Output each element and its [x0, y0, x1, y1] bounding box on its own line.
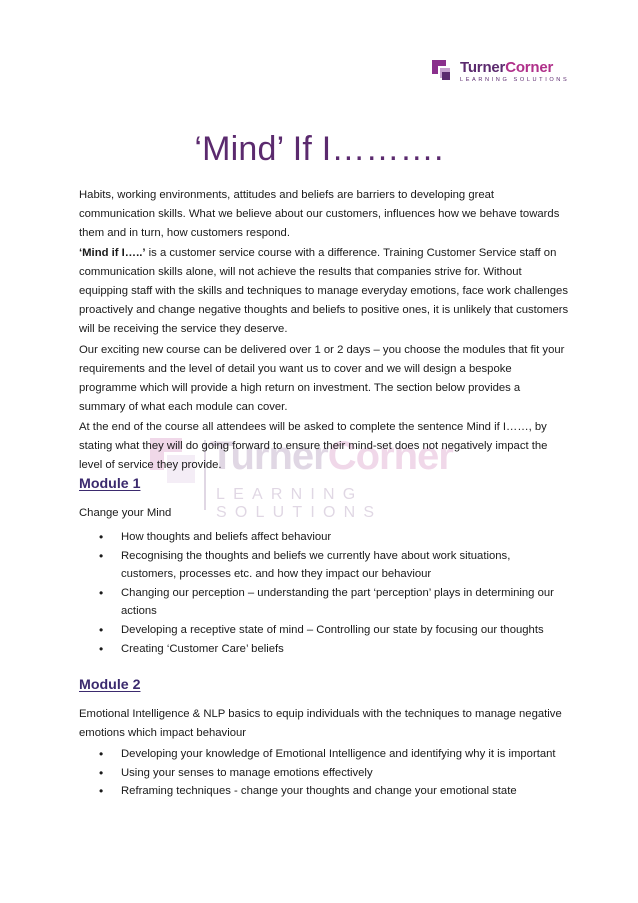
module-1-bullet-list [97, 528, 565, 658]
watermark-name: TurnerCorner [210, 434, 453, 478]
course-name-bold: ‘Mind if I…..’ [79, 247, 146, 259]
logo-name-part1: Turner [460, 59, 506, 76]
module-1-subtitle: Change your Mind [79, 507, 172, 519]
list-item: • Using your senses to manage emotions effectively [97, 764, 565, 783]
list-item: • Recognising the thoughts and beliefs we currently have about work situations, customers, processes etc. and how they impact our behaviour [97, 547, 565, 584]
list-item: • Developing a receptive state of mind – Controlling our state by focusing our thoughts [97, 621, 565, 640]
intro-paragraph-1: Habits, working environments, attitudes and beliefs are barriers to developing great communication skills. What we believe about our customers, influences how we behave towards them and in turn, how customers respond. [79, 189, 560, 239]
logo-mark-icon [432, 60, 456, 84]
logo-name-part2: Corner [505, 59, 554, 76]
list-item: • How thoughts and beliefs affect behaviour [97, 528, 565, 547]
module-1-heading: Module 1 [79, 476, 141, 492]
intro-paragraph-2-text: is a customer service course with a difference. Training Customer Service staff on communication skills alone, will not achieve the results that companies strive for. Without equipping staff with the skills and techniques to manage everyday emotions, face work challenges proactively and change negative thoughts and beliefs to positive ones, it is unlikely that customers will be receiving the service they deserve. [79, 247, 569, 335]
logo-tagline: LEARNING SOLUTIONS [460, 77, 570, 83]
module-2-bullet-list [97, 745, 565, 801]
module-2-subtitle: Emotional Intelligence & NLP basics to equip individuals with the techniques to manage negative emotions which impact behaviour [79, 708, 562, 739]
module-2-heading: Module 2 [79, 677, 141, 693]
intro-paragraph-3: Our exciting new course can be delivered over 1 or 2 days – you choose the modules that fit your requirements and the level of detail you want us to cover and we will design a bespoke programme which will provide a high return on investment. The section below provides a summary of what each module can cover. [79, 344, 565, 413]
watermark-tagline: LEARNING SOLUTIONS [216, 486, 383, 521]
page-title: ‘Mind’ If I………. [194, 130, 444, 168]
intro-paragraph-4: At the end of the course all attendees will be asked to complete the sentence Mind if I……, by stating what they will do going forward to ensure their mind-set does not negatively impact the level of service they provide. [79, 421, 548, 471]
list-item: • Creating ‘Customer Care’ beliefs [97, 640, 565, 659]
company-logo [432, 60, 569, 84]
intro-paragraph-2 [79, 244, 569, 339]
list-item: • Developing your knowledge of Emotional Intelligence and identifying why it is important [97, 745, 565, 764]
list-item: • Reframing techniques - change your thoughts and change your emotional state [97, 782, 565, 801]
list-item: • Changing our perception – understanding the part ‘perception’ plays in determining our actions [97, 584, 565, 621]
